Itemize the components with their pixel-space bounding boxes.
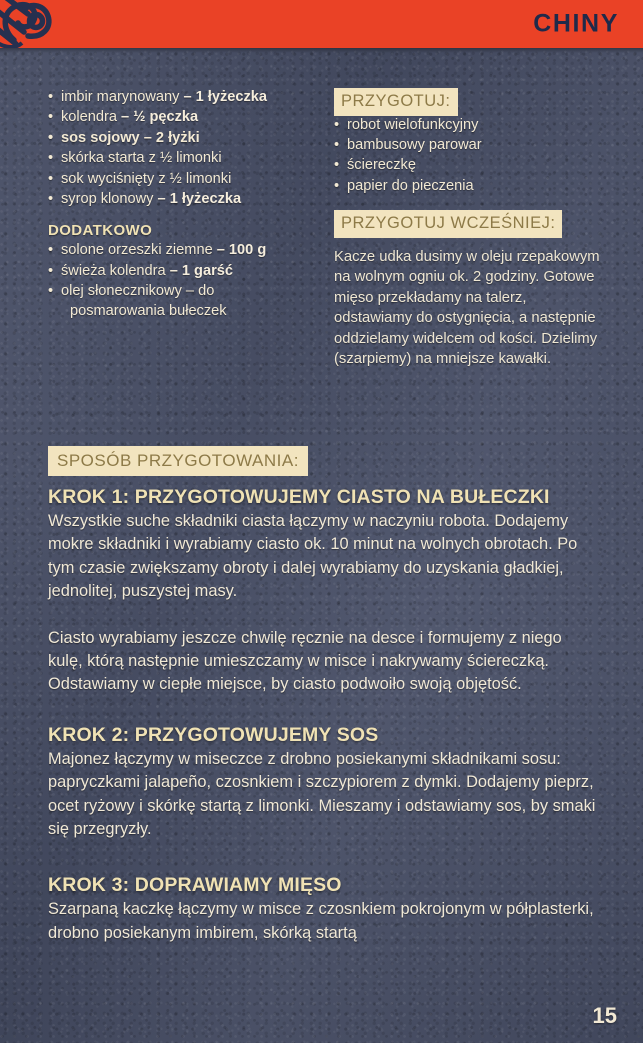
list-item bbox=[48, 108, 316, 127]
extra-ingredients-heading: DODATKOWO bbox=[48, 222, 153, 240]
ingredient-name: sos sojowy – 2 łyżki bbox=[61, 129, 200, 146]
ingredient-name: solone orzeszki ziemne bbox=[61, 242, 213, 259]
step-3 bbox=[48, 874, 600, 945]
list-item bbox=[334, 116, 602, 135]
prepare-label: PRZYGOTUJ: bbox=[334, 88, 458, 116]
page-title: CHINY bbox=[533, 9, 619, 38]
tools-column bbox=[334, 88, 602, 370]
step-heading: KROK 1: PRZYGOTOWUJEMY CIASTO NA BUŁECZKI bbox=[48, 486, 550, 508]
tool-name: robot wielofunkcyjny bbox=[347, 116, 479, 133]
step-1 bbox=[48, 486, 600, 697]
step-heading: KROK 2: PRZYGOTOWUJEMY SOS bbox=[48, 723, 379, 746]
list-item bbox=[334, 136, 602, 155]
step-paragraph: Majonez łączymy w miseczce z drobno posiekanymi składnikami sosu: papryczkami jalapeño, czosnkiem i szczypiorem z dymki. Dodajemy pieprz, ocet ryżowy i skórkę startą z limonki. Mieszamy i odstawiamy sos, by smaki się przegryzły. bbox=[48, 749, 596, 839]
list-item bbox=[48, 88, 316, 107]
list-item bbox=[334, 156, 602, 175]
tool-name: bambusowy parowar bbox=[347, 136, 482, 153]
step-paragraph: Wszystkie suche składniki ciasta łączymy w naczyniu robota. Dodajemy mokre składniki i wyrabiamy ciasto ok. 10 minut na wolnych obrotach. Po tym czasie zwiększamy obroty i dalej wyrabiamy do uzyskania gładkiej, jednolitej, puszystej masy. bbox=[48, 512, 578, 601]
ingredient-name: świeża kolendra bbox=[61, 262, 166, 279]
step-paragraph: Szarpaną kaczkę łączymy w misce z czosnkiem pokrojonym w półplasterki, drobno posiekanym imbirem, skórką startą bbox=[48, 900, 594, 942]
tool-name: ściereczkę bbox=[347, 157, 416, 174]
page-number: 15 bbox=[592, 1003, 617, 1028]
page-header-banner bbox=[0, 0, 643, 48]
list-item bbox=[48, 282, 316, 321]
tool-name: papier do pieczenia bbox=[347, 177, 474, 194]
extra-ingredients-list bbox=[48, 241, 316, 321]
ingredient-name-continued: posmarowania bułeczek bbox=[70, 302, 227, 319]
ingredient-name: syrop klonowy bbox=[61, 191, 154, 208]
list-item bbox=[48, 129, 316, 148]
ingredients-list bbox=[48, 88, 316, 209]
list-item bbox=[334, 177, 602, 196]
tools-list bbox=[334, 116, 602, 197]
celtic-knot-ornament-icon bbox=[0, 0, 64, 48]
ingredient-name: imbir marynowany bbox=[61, 89, 180, 105]
ingredients-column bbox=[48, 88, 316, 322]
step-paragraph: Ciasto wyrabiamy jeszcze chwilę ręcznie na desce i formujemy z niego kulę, którą następnie umieszczamy w misce i nakrywamy ściereczką. Odstawiamy w ciepłe miejsce, by ciasto podwoiło swoją objętość. bbox=[48, 628, 562, 694]
list-item bbox=[48, 190, 316, 209]
list-item bbox=[48, 149, 316, 168]
ingredient-name: skórka starta z ½ limonki bbox=[61, 150, 222, 167]
ingredient-amount: – 1 łyżeczka bbox=[183, 89, 268, 105]
step-heading: KROK 3: DOPRAWIAMY MIĘSO bbox=[48, 874, 342, 897]
list-item bbox=[48, 262, 316, 281]
method-label: SPOSÓB PRZYGOTOWANIA: bbox=[48, 446, 308, 476]
list-item bbox=[48, 241, 316, 260]
ingredient-name: olej słonecznikowy – do bbox=[61, 283, 215, 300]
step-2 bbox=[48, 724, 600, 842]
prepare-ahead-text: Kacze udka dusimy w oleju rzepakowym na wolnym ogniu ok. 2 godziny. Gotowe mięso przekładamy na talerz, odstawiamy do ostygnięcia, a następnie oddzielamy widelcem od kości. Dzielimy (szarpiemy) na mniejsze kawałki. bbox=[334, 248, 600, 368]
banner-drop-shadow bbox=[0, 48, 643, 53]
method-label-wrap bbox=[48, 446, 600, 476]
ingredient-amount: – 1 łyżeczka bbox=[157, 191, 242, 208]
list-item bbox=[48, 170, 316, 189]
method-section bbox=[48, 446, 600, 945]
ingredient-name: kolendra bbox=[61, 109, 117, 126]
ingredient-amount: – 100 g bbox=[216, 242, 267, 259]
prepare-ahead-label: PRZYGOTUJ WCZEŚNIEJ: bbox=[334, 210, 562, 238]
ingredient-amount: – ½ pęczka bbox=[121, 109, 199, 126]
ingredient-name: sok wyciśnięty z ½ limonki bbox=[61, 170, 232, 187]
ingredient-amount: – 1 garść bbox=[169, 262, 234, 279]
